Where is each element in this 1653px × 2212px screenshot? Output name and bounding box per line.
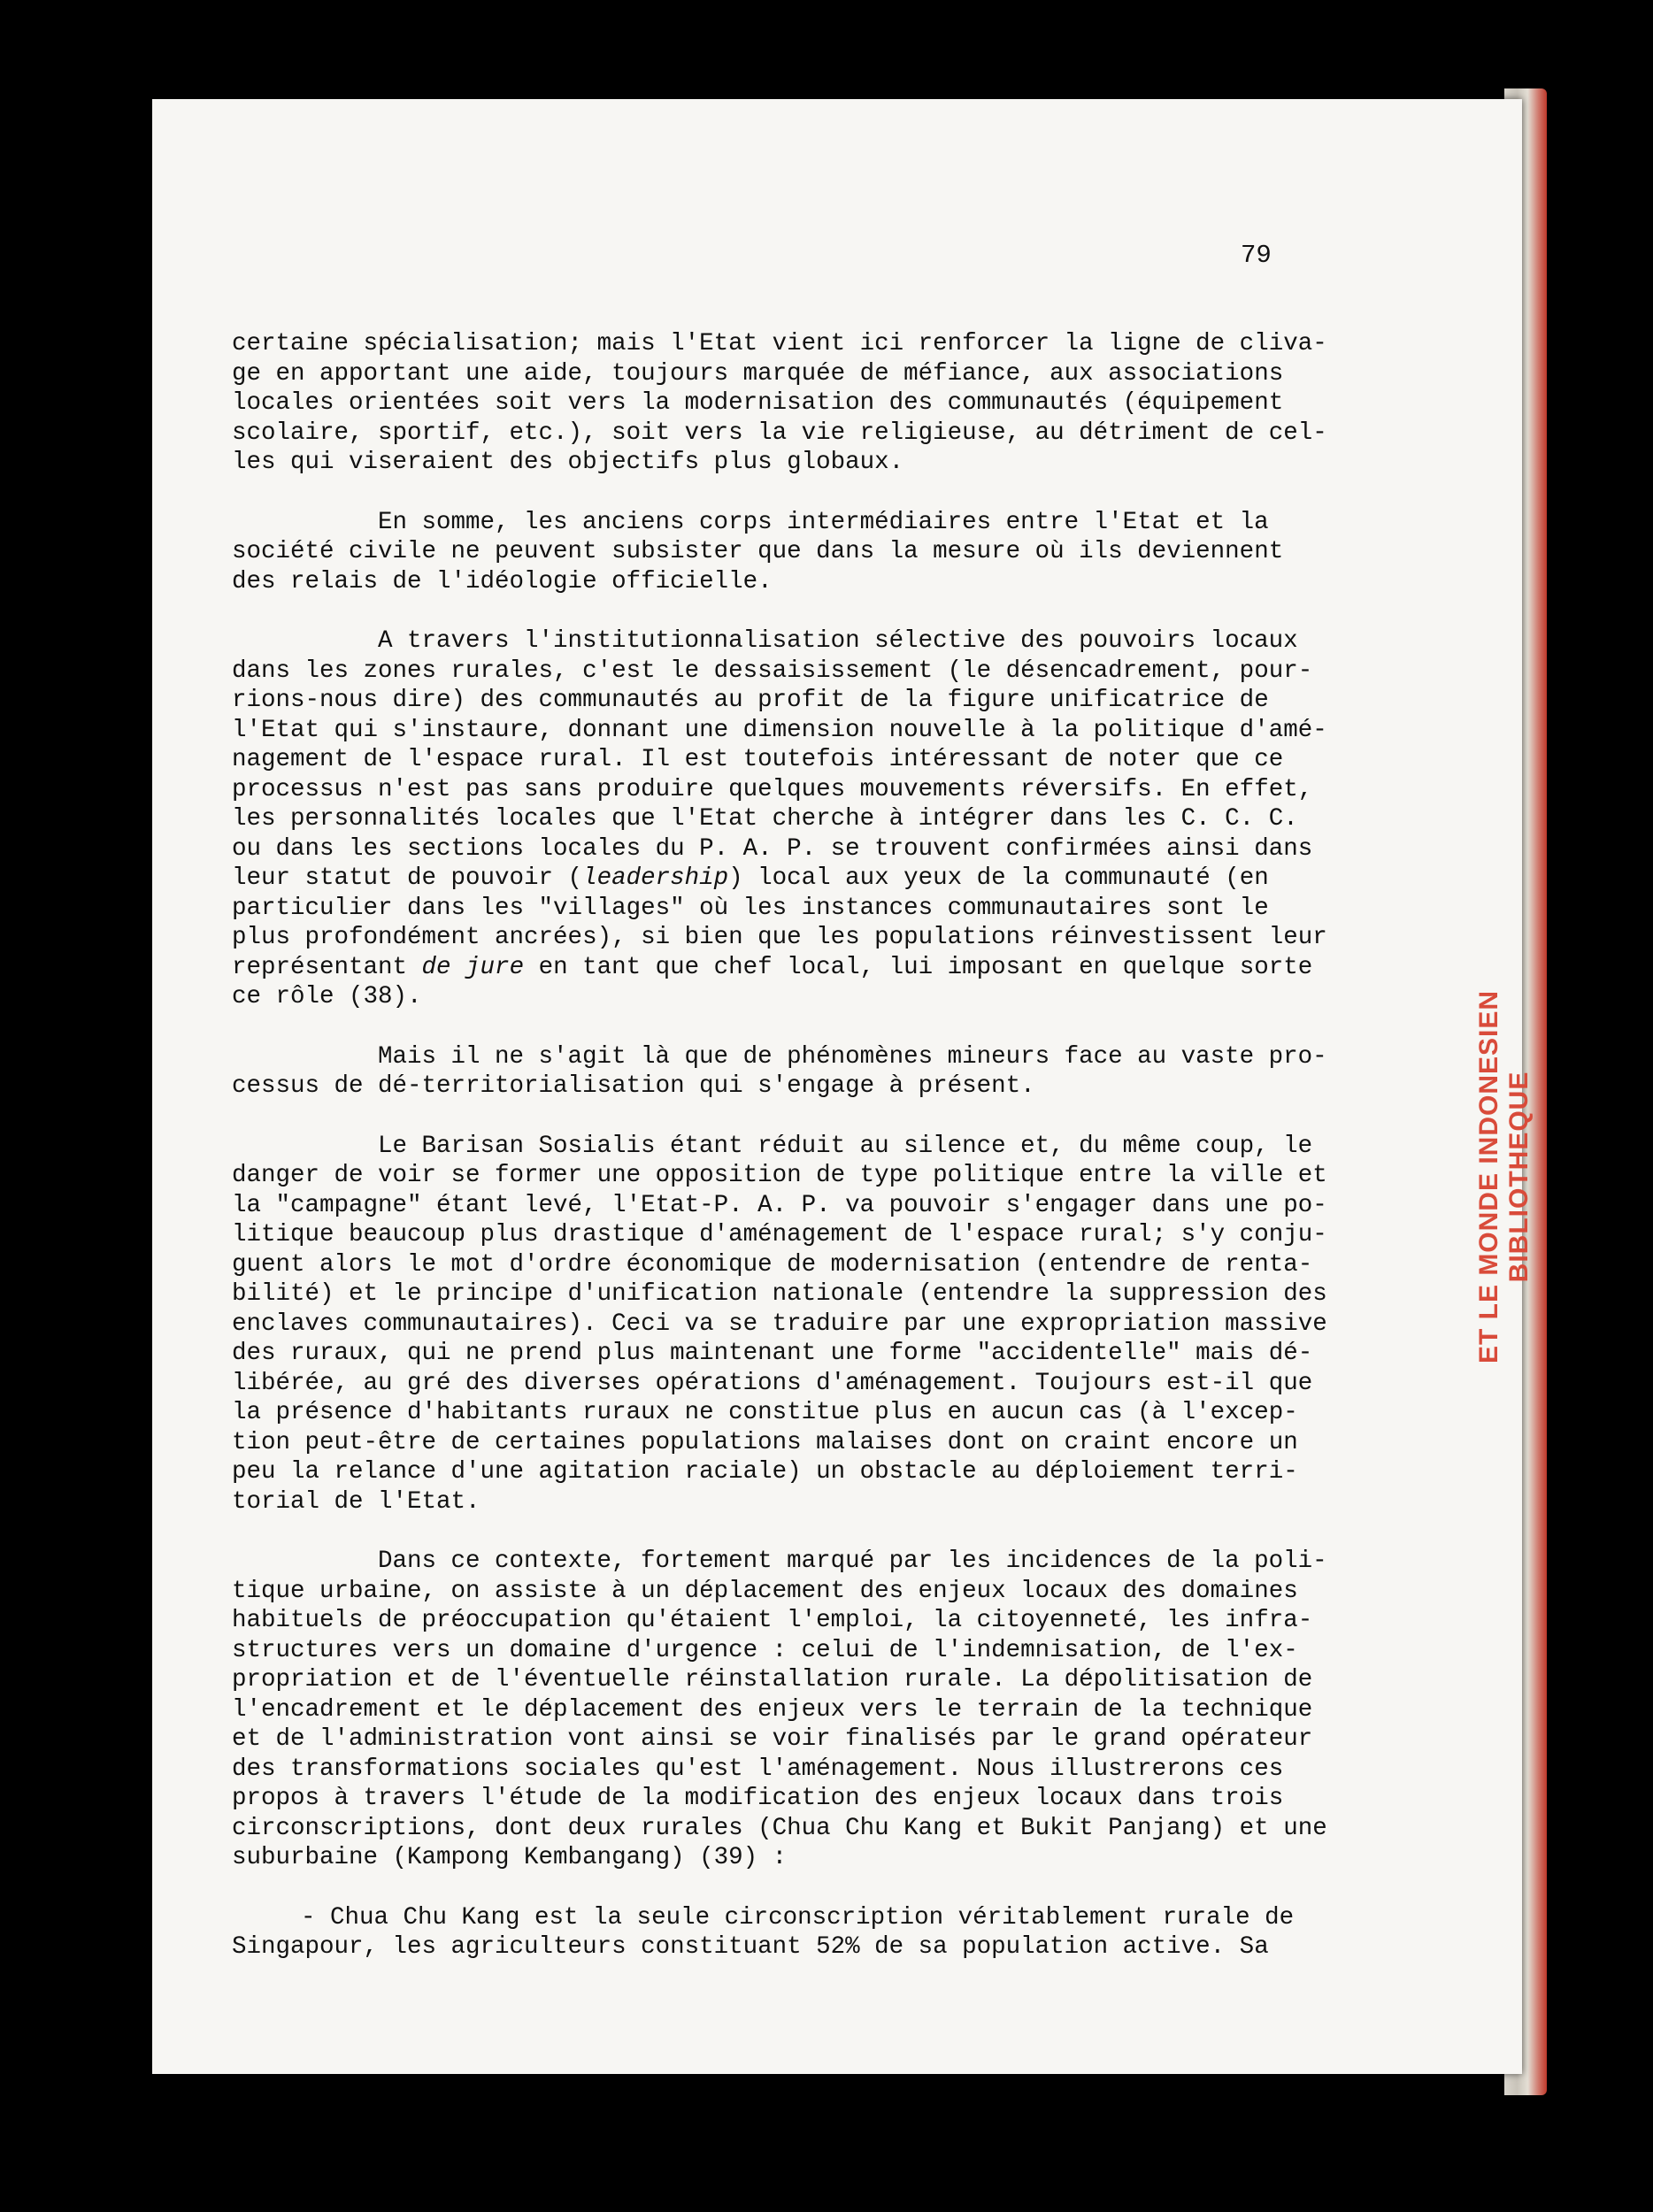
italic-term: leadership — [582, 864, 729, 892]
text-line: rions-nous dire) des communautés au profit de la figure unificatrice de — [232, 687, 1269, 714]
text-line: litique beaucoup plus drastique d'aménagement de l'espace rural; s'y conju- — [232, 1221, 1327, 1248]
text-line: tion peut-être de certaines populations malaises dont on craint encore un — [232, 1428, 1298, 1456]
stamp-line-2: BIBLIOTHEQUE — [1504, 1071, 1534, 1283]
text-line: les personnalités locales que l'Etat cherche à intégrer dans les C. C. C. — [232, 805, 1298, 833]
library-stamp — [1469, 902, 1540, 1451]
text-line: peu la relance d'une agitation raciale) un obstacle au déploiement terri- — [232, 1458, 1298, 1486]
text-line: ge en apportant une aide, toujours marquée de méfiance, aux associations — [232, 359, 1284, 388]
text-line: des ruraux, qui ne prend plus maintenant une forme "accidentelle" mais dé- — [232, 1340, 1313, 1367]
text-line: propos à travers l'étude de la modification des enjeux locaux dans trois — [232, 1785, 1284, 1812]
text-line: Mais il ne s'agit là que de phénomènes mineurs face au vaste pro- — [378, 1042, 1327, 1071]
text-line: libérée, au gré des diverses opérations d'aménagement. Toujours est-il que — [232, 1369, 1313, 1397]
library-stamp-text — [1474, 990, 1534, 1363]
text-line: A travers l'institutionnalisation sélective des pouvoirs locaux — [378, 627, 1298, 655]
text-line: dans les zones rurales, c'est le dessaisissement (le désencadrement, pour- — [232, 657, 1313, 685]
text-line: cessus de dé-territorialisation qui s'engage à présent. — [232, 1072, 1035, 1100]
text-line: scolaire, sportif, etc.), soit vers la vie religieuse, au détriment de cel- — [232, 419, 1327, 447]
text-line: l'encadrement et le déplacement des enjeux vers le terrain de la technique — [232, 1695, 1313, 1724]
text-line: Dans ce contexte, fortement marqué par les incidences de la poli- — [378, 1548, 1327, 1575]
text-line: des transformations sociales qu'est l'aménagement. Nous illustrerons ces — [232, 1755, 1284, 1783]
text-line: structures vers un domaine d'urgence : celui de l'indemnisation, de l'ex- — [232, 1636, 1298, 1664]
text-line: la présence d'habitants ruraux ne constitue plus en aucun cas (à l'excep- — [232, 1399, 1298, 1426]
page-number: 79 — [1241, 241, 1272, 270]
paragraph-5 — [232, 1132, 1338, 1517]
text-line: plus profondément ancrées), si bien que les populations réinvestissent leur — [232, 924, 1327, 951]
text-line: enclaves communautaires). Ceci va se traduire par une expropriation massive — [232, 1310, 1327, 1338]
text-line: circonscriptions, dont deux rurales (Chua Chu Kang et Bukit Panjang) et une — [232, 1814, 1327, 1842]
text-segment: ) local aux yeux de la communauté (en — [728, 864, 1269, 892]
text-line: particulier dans les "villages" où les instances communautaires sont le — [232, 894, 1269, 922]
text-line: la "campagne" étant levé, l'Etat-P. A. P. va pouvoir s'engager dans une po- — [232, 1191, 1327, 1219]
text-line: habituels de préoccupation qu'étaient l'emploi, la citoyenneté, les infra- — [232, 1607, 1313, 1634]
text-line: En somme, les anciens corps intermédiaires entre l'Etat et la — [378, 508, 1269, 536]
text-line: des relais de l'idéologie officielle. — [232, 567, 773, 595]
text-line: locales orientées soit vers la modernisation des communautés (équipement — [232, 389, 1284, 417]
text-line: ce rôle (38). — [232, 983, 422, 1010]
paragraph-1 — [232, 329, 1338, 478]
text-segment: en tant que chef local, lui imposant en quelque sorte — [524, 953, 1313, 981]
text-line: et de l'administration vont ainsi se voir finalisés par le grand opérateur — [232, 1725, 1313, 1753]
text-line: suburbaine (Kampong Kembangang) (39) : — [232, 1844, 788, 1871]
text-line: certaine spécialisation; mais l'Etat vient ici renforcer la ligne de cliva- — [232, 330, 1327, 357]
text-line: tique urbaine, on assiste à un déplacement des enjeux locaux des domaines — [232, 1577, 1298, 1605]
text-segment: représentant — [232, 953, 422, 981]
text-line: Singapour, les agriculteurs constituant 52% de sa population active. Sa — [232, 1933, 1269, 1961]
text-line: nagement de l'espace rural. Il est toutefois intéressant de noter que ce — [232, 746, 1284, 773]
text-line: l'Etat qui s'instaure, donnant une dimension nouvelle à la politique d'amé- — [232, 716, 1327, 744]
paragraph-2 — [232, 508, 1338, 597]
text-line: Le Barisan Sosialis étant réduit au silence et, du même coup, le — [378, 1132, 1313, 1160]
text-line: ou dans les sections locales du P. A. P. se trouvent confirmées ainsi dans — [232, 834, 1313, 863]
text-line: propriation et de l'éventuelle réinstallation rurale. La dépolitisation de — [232, 1666, 1313, 1694]
text-line: torial de l'Etat. — [232, 1487, 481, 1516]
text-line: société civile ne peuvent subsister que dans la mesure où ils deviennent — [232, 538, 1284, 565]
text-line-dejure — [232, 953, 1338, 983]
paragraph-7 — [232, 1903, 1338, 1962]
paragraph-3 — [232, 626, 1338, 1012]
text-line-leadership — [232, 864, 1338, 894]
text-line: processus n'est pas sans produire quelques mouvements réversifs. En effet, — [232, 775, 1313, 803]
text-line: les qui viseraient des objectifs plus globaux. — [232, 449, 904, 476]
body-text — [232, 329, 1338, 1993]
stamp-line-1: ET LE MONDE INDONESIEN — [1474, 989, 1504, 1364]
text-line: - Chua Chu Kang est la seule circonscription véritablement rurale de — [301, 1903, 1295, 1932]
text-line: bilité) et le principe d'unification nationale (entendre la suppression des — [232, 1280, 1327, 1308]
paragraph-6 — [232, 1547, 1338, 1873]
text-line: danger de voir se former une opposition de type politique entre la ville et — [232, 1162, 1327, 1189]
text-segment: leur statut de pouvoir ( — [232, 864, 583, 892]
text-line: guent alors le mot d'ordre économique de modernisation (entendre de renta- — [232, 1250, 1313, 1279]
paragraph-4 — [232, 1042, 1338, 1102]
italic-term: de jure — [421, 953, 525, 981]
